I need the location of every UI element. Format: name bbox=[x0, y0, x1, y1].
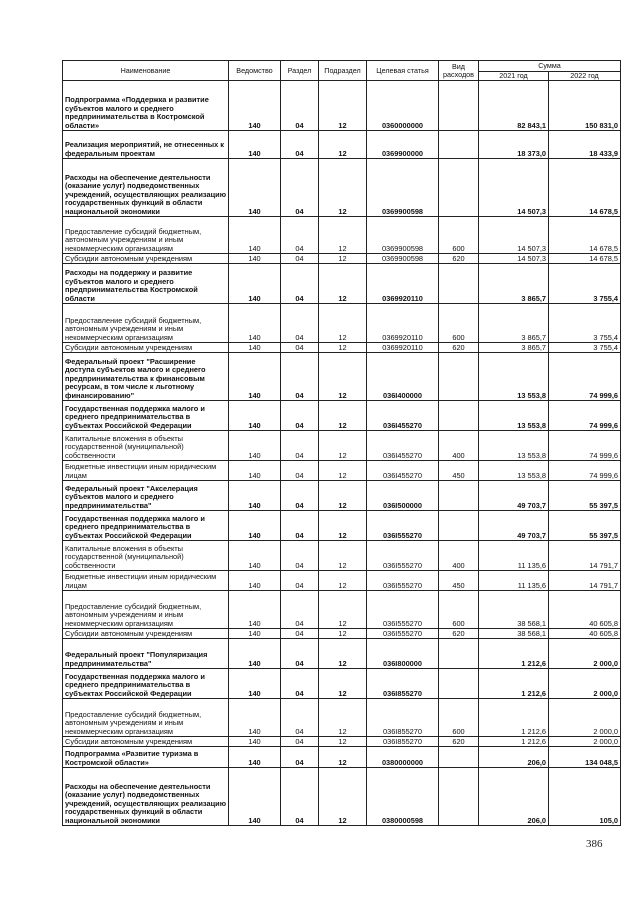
cell-podrazdel: 12 bbox=[319, 737, 367, 747]
cell-podrazdel: 12 bbox=[319, 768, 367, 826]
table-row bbox=[63, 591, 621, 629]
table-row bbox=[63, 511, 621, 541]
cell-razdel: 04 bbox=[281, 669, 319, 699]
cell-podrazdel: 12 bbox=[319, 343, 367, 353]
cell-celevaya-statya: 0360000000 bbox=[367, 81, 439, 131]
cell-sum-2022: 74 999,6 bbox=[549, 401, 621, 431]
cell-sum-2022: 3 755,4 bbox=[549, 264, 621, 304]
table-row bbox=[63, 304, 621, 343]
cell-name: Государственная поддержка малого и среднего предпринимательства в субъектах Российской Федерации bbox=[63, 669, 229, 699]
cell-vid-rashodov bbox=[439, 81, 479, 131]
cell-podrazdel: 12 bbox=[319, 639, 367, 669]
cell-razdel: 04 bbox=[281, 353, 319, 401]
cell-podrazdel: 12 bbox=[319, 131, 367, 159]
cell-celevaya-statya: 036I855270 bbox=[367, 737, 439, 747]
cell-name: Реализация мероприятий, не отнесенных к федеральным проектам bbox=[63, 131, 229, 159]
cell-razdel: 04 bbox=[281, 217, 319, 254]
cell-vedomstvo: 140 bbox=[229, 217, 281, 254]
cell-vedomstvo: 140 bbox=[229, 461, 281, 481]
cell-sum-2021: 206,0 bbox=[479, 768, 549, 826]
cell-name: Предоставление субсидий бюджетным, автономным учреждениям и иным некоммерческим организациям bbox=[63, 591, 229, 629]
cell-vid-rashodov: 600 bbox=[439, 591, 479, 629]
cell-sum-2022: 105,0 bbox=[549, 768, 621, 826]
cell-vedomstvo: 140 bbox=[229, 768, 281, 826]
cell-razdel: 04 bbox=[281, 131, 319, 159]
cell-podrazdel: 12 bbox=[319, 511, 367, 541]
cell-razdel: 04 bbox=[281, 481, 319, 511]
table-row bbox=[63, 481, 621, 511]
cell-podrazdel: 12 bbox=[319, 541, 367, 571]
cell-razdel: 04 bbox=[281, 541, 319, 571]
cell-razdel: 04 bbox=[281, 747, 319, 768]
cell-sum-2022: 3 755,4 bbox=[549, 304, 621, 343]
cell-podrazdel: 12 bbox=[319, 669, 367, 699]
cell-vedomstvo: 140 bbox=[229, 159, 281, 217]
table-row bbox=[63, 541, 621, 571]
cell-sum-2021: 14 507,3 bbox=[479, 217, 549, 254]
table-row bbox=[63, 639, 621, 669]
cell-vedomstvo: 140 bbox=[229, 304, 281, 343]
cell-vedomstvo: 140 bbox=[229, 669, 281, 699]
cell-podrazdel: 12 bbox=[319, 571, 367, 591]
cell-name: Расходы на поддержку и развитие субъектов малого и среднего предпринимательства Костромской области bbox=[63, 264, 229, 304]
cell-vedomstvo: 140 bbox=[229, 737, 281, 747]
table-row bbox=[63, 669, 621, 699]
cell-sum-2022: 2 000,0 bbox=[549, 639, 621, 669]
table-row bbox=[63, 699, 621, 737]
header-year-2022: 2022 год bbox=[549, 72, 621, 81]
table-row bbox=[63, 747, 621, 768]
cell-razdel: 04 bbox=[281, 264, 319, 304]
cell-vedomstvo: 140 bbox=[229, 591, 281, 629]
cell-name: Расходы на обеспечение деятельности (оказание услуг) подведомственных учреждений, осуществляющих реализацию государственных функций в области национальной экономики bbox=[63, 159, 229, 217]
cell-sum-2021: 3 865,7 bbox=[479, 343, 549, 353]
cell-vid-rashodov: 620 bbox=[439, 343, 479, 353]
cell-vid-rashodov bbox=[439, 747, 479, 768]
cell-name: Федеральный проект "Расширение доступа субъектов малого и среднего предпринимательства к финансовым ресурсам, в том числе к льготному финансированию" bbox=[63, 353, 229, 401]
cell-sum-2021: 11 135,6 bbox=[479, 541, 549, 571]
cell-vid-rashodov: 600 bbox=[439, 304, 479, 343]
table-row bbox=[63, 737, 621, 747]
table-row bbox=[63, 81, 621, 131]
cell-sum-2022: 55 397,5 bbox=[549, 481, 621, 511]
cell-vid-rashodov bbox=[439, 159, 479, 217]
cell-sum-2022: 2 000,0 bbox=[549, 699, 621, 737]
cell-vedomstvo: 140 bbox=[229, 511, 281, 541]
cell-celevaya-statya: 036I555270 bbox=[367, 571, 439, 591]
cell-vedomstvo: 140 bbox=[229, 699, 281, 737]
cell-vedomstvo: 140 bbox=[229, 353, 281, 401]
table-row bbox=[63, 343, 621, 353]
cell-vedomstvo: 140 bbox=[229, 131, 281, 159]
cell-sum-2021: 13 553,8 bbox=[479, 353, 549, 401]
cell-sum-2022: 14 678,5 bbox=[549, 159, 621, 217]
cell-razdel: 04 bbox=[281, 81, 319, 131]
cell-vedomstvo: 140 bbox=[229, 629, 281, 639]
cell-name: Субсидии автономным учреждениям bbox=[63, 737, 229, 747]
cell-podrazdel: 12 bbox=[319, 747, 367, 768]
cell-celevaya-statya: 036I800000 bbox=[367, 639, 439, 669]
cell-razdel: 04 bbox=[281, 511, 319, 541]
cell-vid-rashodov bbox=[439, 401, 479, 431]
table-row bbox=[63, 217, 621, 254]
cell-name: Бюджетные инвестиции иным юридическим лицам bbox=[63, 461, 229, 481]
cell-podrazdel: 12 bbox=[319, 81, 367, 131]
cell-razdel: 04 bbox=[281, 254, 319, 264]
header-razdel: Раздел bbox=[281, 61, 319, 81]
cell-podrazdel: 12 bbox=[319, 401, 367, 431]
table-row bbox=[63, 401, 621, 431]
cell-celevaya-statya: 0380000000 bbox=[367, 747, 439, 768]
cell-sum-2021: 3 865,7 bbox=[479, 304, 549, 343]
cell-name: Субсидии автономным учреждениям bbox=[63, 254, 229, 264]
cell-sum-2022: 55 397,5 bbox=[549, 511, 621, 541]
cell-podrazdel: 12 bbox=[319, 353, 367, 401]
cell-name: Предоставление субсидий бюджетным, автономным учреждениям и иным некоммерческим организациям bbox=[63, 699, 229, 737]
cell-vid-rashodov: 620 bbox=[439, 254, 479, 264]
cell-razdel: 04 bbox=[281, 591, 319, 629]
cell-sum-2021: 1 212,6 bbox=[479, 639, 549, 669]
cell-sum-2022: 2 000,0 bbox=[549, 737, 621, 747]
cell-vid-rashodov bbox=[439, 669, 479, 699]
table-row bbox=[63, 629, 621, 639]
cell-vid-rashodov: 450 bbox=[439, 571, 479, 591]
cell-vid-rashodov bbox=[439, 131, 479, 159]
cell-name: Капитальные вложения в объекты государственной (муниципальной) собственности bbox=[63, 431, 229, 461]
cell-razdel: 04 bbox=[281, 737, 319, 747]
cell-sum-2022: 14 678,5 bbox=[549, 217, 621, 254]
table-row bbox=[63, 431, 621, 461]
header-summa: Сумма bbox=[479, 61, 621, 72]
table-row bbox=[63, 264, 621, 304]
cell-sum-2021: 13 553,8 bbox=[479, 401, 549, 431]
cell-vedomstvo: 140 bbox=[229, 541, 281, 571]
cell-vid-rashodov bbox=[439, 264, 479, 304]
cell-razdel: 04 bbox=[281, 401, 319, 431]
cell-razdel: 04 bbox=[281, 699, 319, 737]
cell-sum-2021: 14 507,3 bbox=[479, 159, 549, 217]
cell-sum-2021: 1 212,6 bbox=[479, 669, 549, 699]
cell-razdel: 04 bbox=[281, 431, 319, 461]
cell-sum-2022: 18 433,9 bbox=[549, 131, 621, 159]
cell-celevaya-statya: 036I455270 bbox=[367, 401, 439, 431]
cell-name: Подпрограмма «Поддержка и развитие субъектов малого и среднего предпринимательства в Костромской области» bbox=[63, 81, 229, 131]
cell-name: Предоставление субсидий бюджетным, автономным учреждениям и иным некоммерческим организациям bbox=[63, 304, 229, 343]
cell-name: Подпрограмма «Развитие туризма в Костромской области» bbox=[63, 747, 229, 768]
cell-sum-2021: 49 703,7 bbox=[479, 511, 549, 541]
cell-vedomstvo: 140 bbox=[229, 264, 281, 304]
cell-razdel: 04 bbox=[281, 768, 319, 826]
cell-vid-rashodov: 620 bbox=[439, 629, 479, 639]
cell-sum-2022: 14 791,7 bbox=[549, 571, 621, 591]
cell-celevaya-statya: 036I500000 bbox=[367, 481, 439, 511]
cell-name: Субсидии автономным учреждениям bbox=[63, 629, 229, 639]
cell-celevaya-statya: 0380000598 bbox=[367, 768, 439, 826]
table-row bbox=[63, 461, 621, 481]
cell-celevaya-statya: 0369900598 bbox=[367, 217, 439, 254]
cell-sum-2021: 13 553,8 bbox=[479, 461, 549, 481]
cell-sum-2022: 74 999,6 bbox=[549, 431, 621, 461]
cell-sum-2021: 11 135,6 bbox=[479, 571, 549, 591]
cell-sum-2022: 150 831,0 bbox=[549, 81, 621, 131]
cell-razdel: 04 bbox=[281, 343, 319, 353]
cell-razdel: 04 bbox=[281, 304, 319, 343]
cell-podrazdel: 12 bbox=[319, 629, 367, 639]
cell-podrazdel: 12 bbox=[319, 304, 367, 343]
cell-vid-rashodov bbox=[439, 768, 479, 826]
page-number: 386 bbox=[586, 838, 603, 850]
header-celevaya-statya: Целевая статья bbox=[367, 61, 439, 81]
cell-vid-rashodov bbox=[439, 353, 479, 401]
cell-vid-rashodov bbox=[439, 481, 479, 511]
cell-vid-rashodov: 400 bbox=[439, 431, 479, 461]
cell-celevaya-statya: 036I555270 bbox=[367, 511, 439, 541]
cell-sum-2022: 40 605,8 bbox=[549, 591, 621, 629]
cell-sum-2021: 13 553,8 bbox=[479, 431, 549, 461]
cell-podrazdel: 12 bbox=[319, 254, 367, 264]
cell-sum-2021: 206,0 bbox=[479, 747, 549, 768]
cell-celevaya-statya: 036I455270 bbox=[367, 461, 439, 481]
cell-celevaya-statya: 036I555270 bbox=[367, 629, 439, 639]
cell-podrazdel: 12 bbox=[319, 159, 367, 217]
cell-podrazdel: 12 bbox=[319, 699, 367, 737]
cell-sum-2022: 40 605,8 bbox=[549, 629, 621, 639]
cell-vedomstvo: 140 bbox=[229, 571, 281, 591]
cell-razdel: 04 bbox=[281, 639, 319, 669]
cell-celevaya-statya: 0369900598 bbox=[367, 159, 439, 217]
cell-sum-2021: 18 373,0 bbox=[479, 131, 549, 159]
cell-celevaya-statya: 0369900000 bbox=[367, 131, 439, 159]
cell-celevaya-statya: 036I555270 bbox=[367, 541, 439, 571]
cell-vedomstvo: 140 bbox=[229, 343, 281, 353]
cell-name: Государственная поддержка малого и среднего предпринимательства в субъектах Российской Федерации bbox=[63, 401, 229, 431]
cell-vid-rashodov: 600 bbox=[439, 699, 479, 737]
cell-sum-2021: 1 212,6 bbox=[479, 699, 549, 737]
cell-podrazdel: 12 bbox=[319, 431, 367, 461]
cell-vid-rashodov: 400 bbox=[439, 541, 479, 571]
cell-vedomstvo: 140 bbox=[229, 639, 281, 669]
cell-celevaya-statya: 036I400000 bbox=[367, 353, 439, 401]
cell-vedomstvo: 140 bbox=[229, 401, 281, 431]
cell-sum-2021: 82 843,1 bbox=[479, 81, 549, 131]
cell-razdel: 04 bbox=[281, 461, 319, 481]
cell-name: Государственная поддержка малого и среднего предпринимательства в субъектах Российской Федерации bbox=[63, 511, 229, 541]
cell-name: Федеральный проект "Акселерация субъектов малого и среднего предпринимательства" bbox=[63, 481, 229, 511]
cell-sum-2021: 1 212,6 bbox=[479, 737, 549, 747]
cell-vid-rashodov bbox=[439, 639, 479, 669]
cell-celevaya-statya: 0369900598 bbox=[367, 254, 439, 264]
table-header bbox=[63, 61, 621, 81]
cell-vedomstvo: 140 bbox=[229, 481, 281, 511]
cell-celevaya-statya: 036I555270 bbox=[367, 591, 439, 629]
table-row bbox=[63, 131, 621, 159]
header-year-2021: 2021 год bbox=[479, 72, 549, 81]
cell-name: Расходы на обеспечение деятельности (оказание услуг) подведомственных учреждений, осуществляющих реализацию государственных функций в области национальной экономики bbox=[63, 768, 229, 826]
cell-vid-rashodov: 620 bbox=[439, 737, 479, 747]
cell-name: Капитальные вложения в объекты государственной (муниципальной) собственности bbox=[63, 541, 229, 571]
cell-vedomstvo: 140 bbox=[229, 747, 281, 768]
table-row bbox=[63, 254, 621, 264]
table-body bbox=[63, 81, 621, 826]
cell-name: Федеральный проект "Популяризация предпринимательства" bbox=[63, 639, 229, 669]
cell-vedomstvo: 140 bbox=[229, 254, 281, 264]
cell-razdel: 04 bbox=[281, 629, 319, 639]
cell-podrazdel: 12 bbox=[319, 481, 367, 511]
header-vedomstvo: Ведомство bbox=[229, 61, 281, 81]
cell-sum-2022: 14 678,5 bbox=[549, 254, 621, 264]
cell-vid-rashodov: 450 bbox=[439, 461, 479, 481]
budget-table bbox=[62, 60, 621, 826]
header-vid-rashodov: Вид расходов bbox=[439, 61, 479, 81]
cell-podrazdel: 12 bbox=[319, 591, 367, 629]
table-row bbox=[63, 353, 621, 401]
cell-celevaya-statya: 036I855270 bbox=[367, 699, 439, 737]
cell-vid-rashodov: 600 bbox=[439, 217, 479, 254]
cell-sum-2021: 38 568,1 bbox=[479, 629, 549, 639]
cell-sum-2022: 14 791,7 bbox=[549, 541, 621, 571]
cell-vid-rashodov bbox=[439, 511, 479, 541]
cell-name: Предоставление субсидий бюджетным, автономным учреждениям и иным некоммерческим организациям bbox=[63, 217, 229, 254]
cell-sum-2021: 14 507,3 bbox=[479, 254, 549, 264]
cell-sum-2021: 49 703,7 bbox=[479, 481, 549, 511]
cell-vedomstvo: 140 bbox=[229, 81, 281, 131]
cell-celevaya-statya: 0369920110 bbox=[367, 264, 439, 304]
cell-podrazdel: 12 bbox=[319, 461, 367, 481]
cell-vedomstvo: 140 bbox=[229, 431, 281, 461]
cell-podrazdel: 12 bbox=[319, 217, 367, 254]
cell-sum-2022: 3 755,4 bbox=[549, 343, 621, 353]
cell-celevaya-statya: 0369920110 bbox=[367, 343, 439, 353]
cell-sum-2022: 74 999,6 bbox=[549, 461, 621, 481]
cell-razdel: 04 bbox=[281, 159, 319, 217]
table-row bbox=[63, 768, 621, 826]
cell-celevaya-statya: 036I855270 bbox=[367, 669, 439, 699]
cell-sum-2022: 134 048,5 bbox=[549, 747, 621, 768]
cell-sum-2022: 74 999,6 bbox=[549, 353, 621, 401]
header-podrazdel: Подраздел bbox=[319, 61, 367, 81]
cell-sum-2021: 38 568,1 bbox=[479, 591, 549, 629]
cell-razdel: 04 bbox=[281, 571, 319, 591]
cell-sum-2022: 2 000,0 bbox=[549, 669, 621, 699]
cell-celevaya-statya: 036I455270 bbox=[367, 431, 439, 461]
cell-podrazdel: 12 bbox=[319, 264, 367, 304]
cell-name: Бюджетные инвестиции иным юридическим лицам bbox=[63, 571, 229, 591]
cell-sum-2021: 3 865,7 bbox=[479, 264, 549, 304]
document-page bbox=[62, 60, 620, 826]
header-name: Наименование bbox=[63, 61, 229, 81]
table-row bbox=[63, 571, 621, 591]
table-row bbox=[63, 159, 621, 217]
cell-name: Субсидии автономным учреждениям bbox=[63, 343, 229, 353]
cell-celevaya-statya: 0369920110 bbox=[367, 304, 439, 343]
